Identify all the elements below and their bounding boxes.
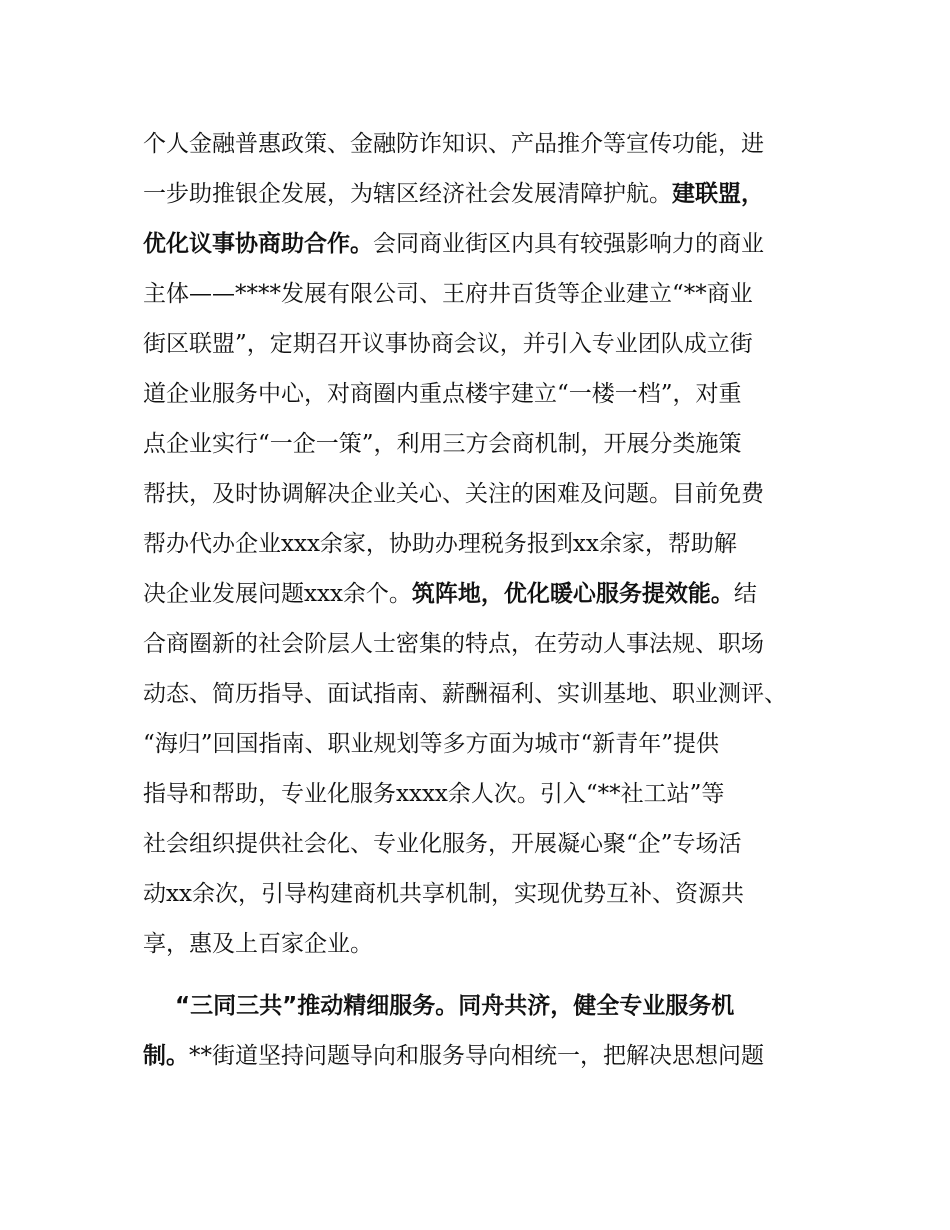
text-line: 决企业发展问题xxx余个。筑阵地，优化暖心服务提效能。结 bbox=[143, 581, 757, 607]
text-line: 道企业服务中心，对商圈内重点楼宇建立“一楼一档”，对重 bbox=[143, 381, 742, 407]
text-line: 个人金融普惠政策、金融防诈知识、产品推介等宣传功能，进 bbox=[143, 131, 764, 157]
text-line: 享，惠及上百家企业。 bbox=[143, 931, 373, 957]
text-line: 合商圈新的社会阶层人士密集的特点，在劳动人事法规、职场 bbox=[143, 631, 764, 657]
text-line: 主体——****发展有限公司、王府井百货等企业建立“**商业 bbox=[143, 281, 753, 307]
text-line: 点企业实行“一企一策”，利用三方会商机制，开展分类施策 bbox=[143, 431, 742, 457]
text-line: 动xx余次，引导构建商机共享机制，实现优势互补、资源共 bbox=[143, 881, 744, 907]
text-line: 指导和帮助，专业化服务xxxx余人次。引入“**社工站”等 bbox=[143, 781, 725, 807]
text-line: 优化议事协商助合作。会同商业街区内具有较强影响力的商业 bbox=[143, 231, 764, 257]
text-line: 帮办代办企业xxx余家，协助办理税务报到xx余家，帮助解 bbox=[143, 531, 737, 557]
text-line: 一步助推银企发展，为辖区经济社会发展清障护航。建联盟， bbox=[143, 181, 764, 207]
text-line: “海归”回国指南、职业规划等多方面为城市“新青年”提供 bbox=[143, 731, 720, 757]
section-heading-line: “三同三共”推动精细服务。同舟共济，健全专业服务机 bbox=[175, 993, 735, 1019]
text-line: 动态、简历指导、面试指南、薪酬福利、实训基地、职业测评、 bbox=[143, 681, 787, 707]
text-line: 社会组织提供社会化、专业化服务，开展凝心聚“企”专场活 bbox=[143, 831, 742, 857]
text-line: 帮扶，及时协调解决企业关心、关注的困难及问题。目前免费 bbox=[143, 481, 764, 507]
text-line: 制。**街道坚持问题导向和服务导向相统一，把解决思想问题 bbox=[143, 1043, 764, 1069]
text-line: 街区联盟”，定期召开议事协商会议，并引入专业团队成立街 bbox=[143, 331, 753, 357]
